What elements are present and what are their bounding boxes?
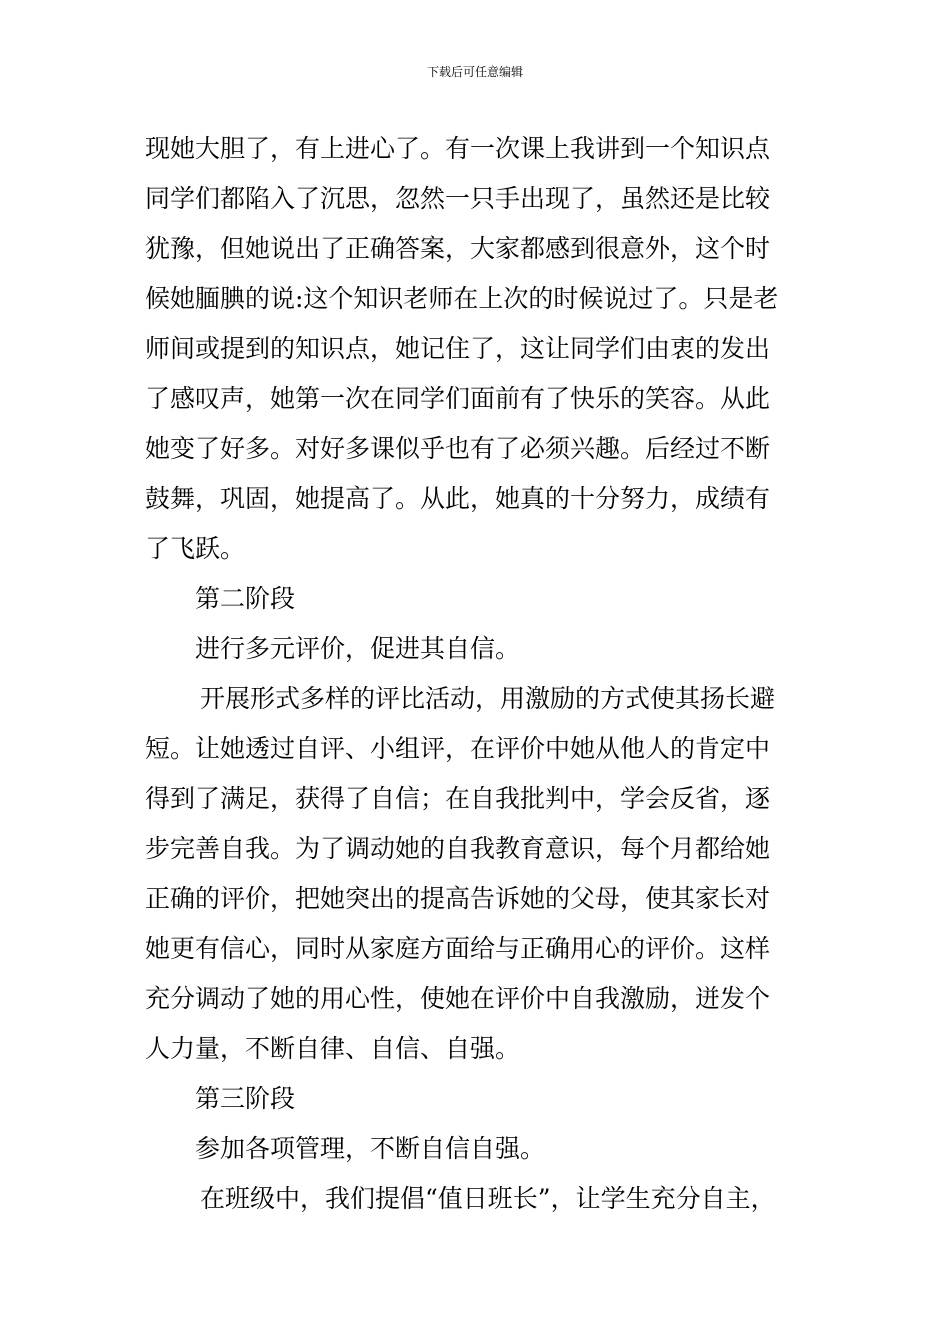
section-heading: 第二阶段 (195, 584, 296, 613)
text-line: 犹豫，但她说出了正确答案，大家都感到很意外，这个时 (145, 234, 771, 263)
text-line: 步完善自我。为了调动她的自我教育意识，每个月都给她 (145, 834, 771, 863)
text-line: 她更有信心，同时从家庭方面给与正确用心的评价。这样 (145, 934, 771, 963)
text-line: 得到了满足，获得了自信；在自我批判中，学会反省，逐 (145, 784, 771, 813)
text-line: 现她大胆了，有上进心了。有一次课上我讲到一个知识点 (145, 134, 771, 163)
paragraph-start: 在班级中，我们提倡“值日班长”，让学生充分自主， (200, 1184, 776, 1213)
page-header: 下载后可任意编辑 (426, 65, 523, 79)
text-line: 人力量，不断自律、自信、自强。 (145, 1034, 521, 1063)
section-subtitle: 参加各项管理，不断自信自强。 (195, 1134, 546, 1163)
text-line: 了飞跃。 (145, 534, 246, 563)
text-line: 正确的评价，把她突出的提高告诉她的父母，使其家长对 (145, 884, 771, 913)
text-line: 同学们都陷入了沉思，忽然一只手出现了，虽然还是比较 (145, 184, 771, 213)
text-line: 充分调动了她的用心性，使她在评价中自我激励，迸发个 (145, 984, 771, 1013)
text-line: 短。让她透过自评、小组评，在评价中她从他人的肯定中 (145, 734, 771, 763)
section-heading: 第三阶段 (195, 1084, 296, 1113)
text-line: 候她腼腆的说:这个知识老师在上次的时候说过了。只是老 (145, 284, 779, 313)
paragraph-start: 开展形式多样的评比活动，用激励的方式使其扬长避 (200, 684, 776, 713)
text-line: 了感叹声，她第一次在同学们面前有了快乐的笑容。从此 (145, 384, 771, 413)
text-line: 她变了好多。对好多课似乎也有了必须兴趣。后经过不断 (145, 434, 771, 463)
document-body (145, 124, 820, 1224)
section-subtitle: 进行多元评价，促进其自信。 (195, 634, 521, 663)
text-line: 鼓舞，巩固，她提高了。从此，她真的十分努力，成绩有 (145, 484, 771, 513)
text-line: 师间或提到的知识点，她记住了，这让同学们由衷的发出 (145, 334, 771, 363)
